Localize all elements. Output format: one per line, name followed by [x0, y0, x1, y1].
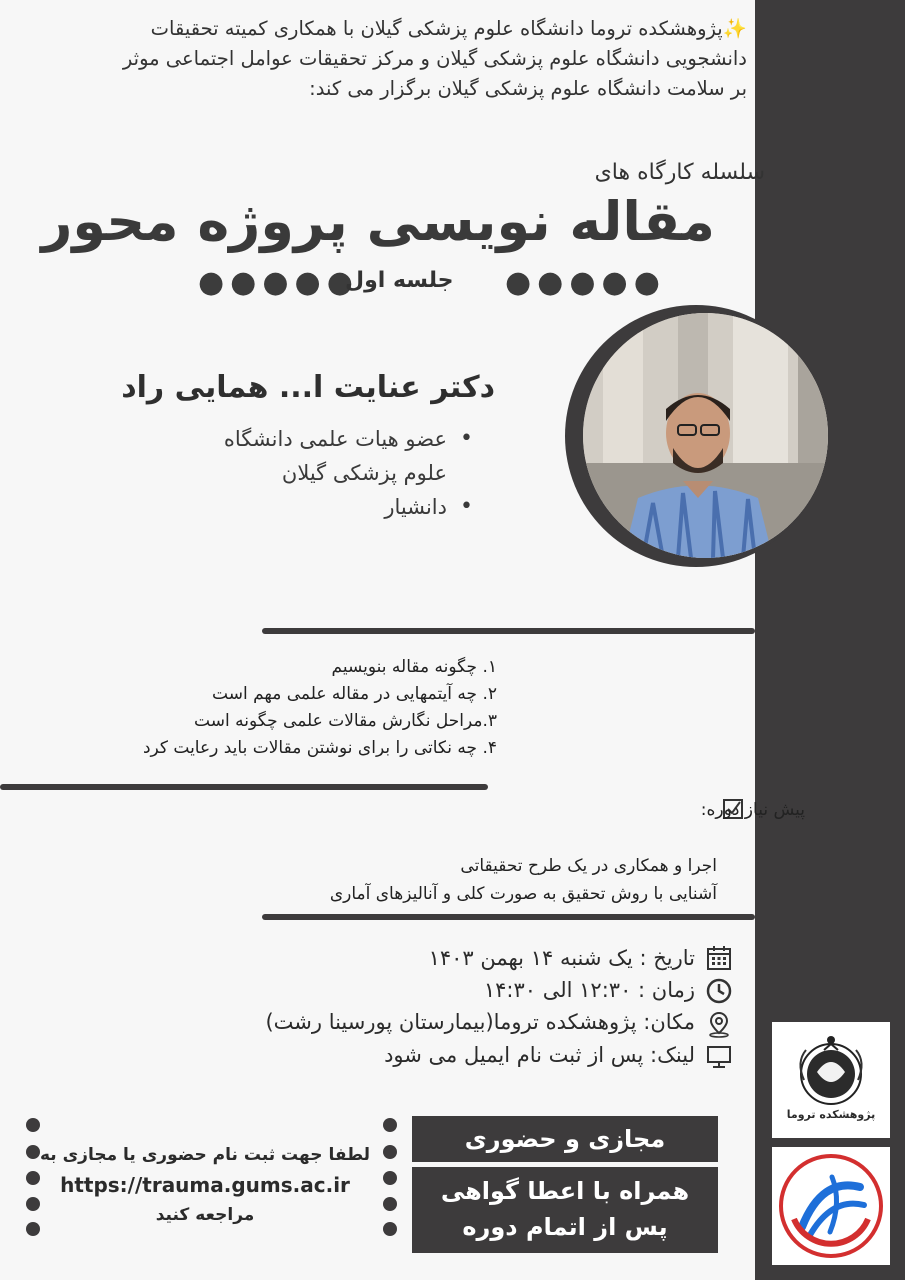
prerequisite-item: آشنایی با روش تحقیق به صورت کلی و آنالیزهای آماری	[329, 884, 717, 904]
intro-line-1: پژوهشکده تروما دانشگاه علوم پزشکی گیلان با همکاری کمیته تحقیقات	[150, 17, 723, 40]
student-research-committee-logo	[772, 1147, 890, 1265]
series-label: سلسله کارگاه های	[594, 160, 765, 185]
registration-line-1: لطفا جهت ثبت نام حضوری یا مجازی به	[39, 1145, 371, 1165]
divider-line	[0, 784, 488, 790]
calendar-icon	[705, 944, 733, 972]
prerequisites-list	[330, 852, 717, 908]
decorative-dot	[26, 1118, 40, 1132]
clock-icon	[705, 977, 733, 1005]
decorative-dots-right: ●●●●●	[505, 265, 666, 300]
speaker-roles	[224, 422, 473, 524]
speaker-photo	[583, 313, 828, 558]
monitor-icon	[705, 1043, 733, 1071]
speaker-role-item: • دانشیار	[224, 490, 473, 524]
topic-item: ۱. چگونه مقاله بنویسیم	[331, 657, 497, 677]
event-location: مکان: پژوهشکده تروما(بیمارستان پورسینا رشت)	[265, 1010, 695, 1034]
speaker-name: دکتر عنایت ا... همایی راد	[121, 370, 495, 405]
intro-paragraph	[27, 14, 747, 104]
speaker-role-item: • عضو هیات علمی دانشگاه	[224, 422, 473, 456]
registration-url-link[interactable]: https://trauma.gums.ac.ir	[60, 1173, 350, 1197]
location-pin-icon	[705, 1010, 733, 1038]
registration-note	[20, 1140, 390, 1230]
sparkle-icon: ✨	[722, 17, 747, 40]
session-label: جلسه اول	[345, 268, 454, 293]
topics-list	[143, 654, 497, 762]
topic-item: ۴. چه نکاتی را برای نوشتن مقالات باید رعایت کرد	[142, 738, 497, 758]
speaker-portrait-illustration	[583, 313, 828, 558]
event-time: زمان : ۱۲:۳۰ الی ۱۴:۳۰	[483, 978, 695, 1002]
trauma-logo-caption: پژوهشکده تروما	[786, 1108, 876, 1121]
decorative-dots-left: ●●●●●	[198, 265, 359, 300]
intro-line-2: دانشجویی دانشگاه علوم پزشکی گیلان و مرکز تحقیقات عوامل اجتماعی موثر	[122, 47, 747, 70]
event-date: تاریخ : یک شنبه ۱۴ بهمن ۱۴۰۳	[428, 946, 695, 970]
topic-item: ۳.مراحل نگارش مقالات علمی چگونه است	[194, 711, 497, 731]
event-link: لینک: پس از ثبت نام ایمیل می شود	[384, 1043, 695, 1067]
attendance-mode-box: مجازی و حضوری	[412, 1116, 718, 1162]
topic-item: ۲. چه آیتمهایی در مقاله علمی مهم است	[212, 684, 497, 704]
prerequisites-heading: پیش نیاز دوره:	[700, 800, 805, 820]
divider-line	[262, 914, 755, 920]
speaker-role-item: علوم پزشکی گیلان	[281, 461, 447, 485]
certificate-line-1: همراه با اعطا گواهی	[440, 1177, 690, 1205]
prerequisite-item: اجرا و همکاری در یک طرح تحقیقاتی	[460, 856, 717, 876]
registration-line-3: مراجعه کنید	[155, 1205, 255, 1225]
decorative-dot	[383, 1118, 397, 1132]
page-title: مقاله نویسی پروژه محور	[41, 190, 715, 253]
trauma-institute-logo	[772, 1022, 890, 1138]
divider-line	[262, 628, 755, 634]
certificate-box	[412, 1167, 718, 1253]
certificate-line-2: پس از اتمام دوره	[462, 1213, 668, 1241]
intro-line-3: بر سلامت دانشگاه علوم پزشکی گیلان برگزار می کند:	[309, 77, 747, 100]
